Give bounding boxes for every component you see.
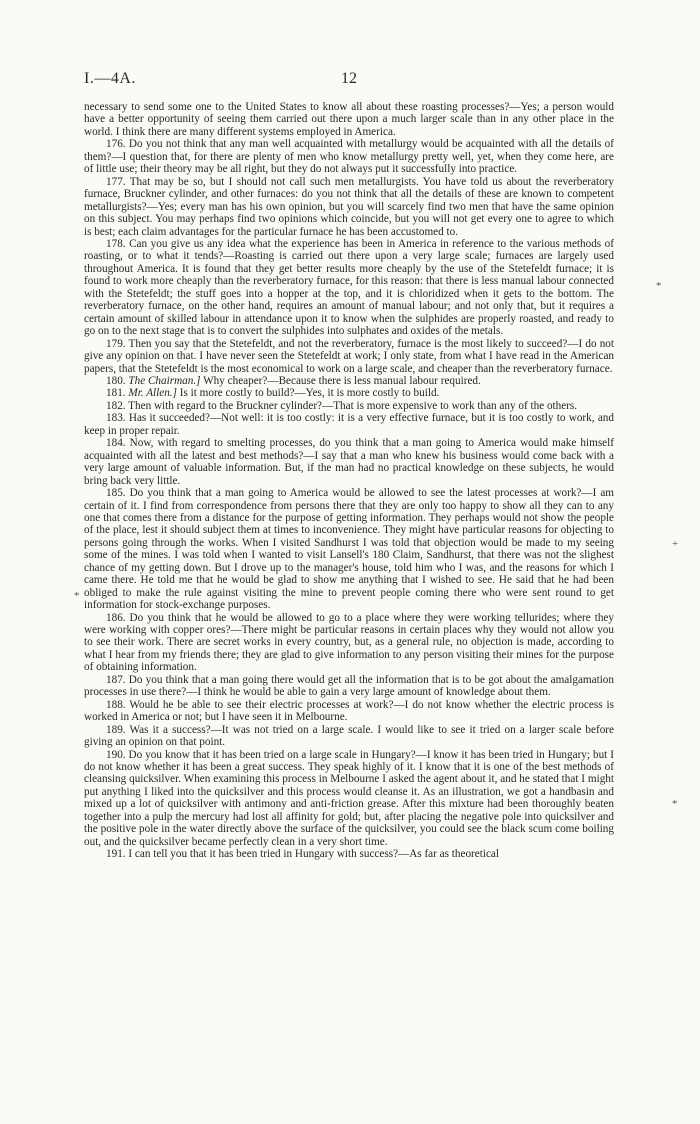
speaker-label: The Chairman.]: [128, 374, 201, 387]
question-number: 180.: [106, 374, 126, 387]
question-181: [84, 387, 614, 399]
question-179: 179. Then you say that the Stetefeldt, and not the reverberatory, furnace is the most likely to succeed?—I do not give any opinion on that. I have never seen the Stetefeldt at work; I only state, from what I have read in the American papers, that the Stetefeldt is the most economical to work on a large scale, and cheaper than the reverberatory furnace.: [84, 337, 614, 375]
question-178: 178. Can you give us any idea what the experience has been in America in reference to the various methods of roasting, or to what it tends?—Roasting is carried out there upon a very large scale; furnaces are largely used throughout America. It is found that they get better results more cheaply by the use of the Stetefeldt furnace; it is found to work more cheaply than the reverberatory furnace, for this reason: that there is less manual labour connected with the Stetefeldt; the stuff goes into a hopper at the top, and it is chloridized when it gets to the bottom. The reverberatory furnace, on the other hand, requires an amount of manual labour; and not only that, but it requires a certain amount of skilled labour in attendance upon it to know when the sulphides are properly roasted, and ready to go on to the next stage that is to convert the sulphides into sulphates and oxides of the metals.: [84, 237, 614, 338]
question-184: 184. Now, with regard to smelting processes, do you think that a man going to America would make himself acquainted with all the latest and best methods?—I say that a man who knew his business would come back with a very large amount of valuable information. But, if the man had no practical knowledge on these subjects, he would bring back very little.: [84, 437, 614, 487]
question-185: 185. Do you think that a man going to America would be allowed to see the latest processes at work?—I am certain of it. I find from correspondence from persons there that they are only too happy to show all they can to any one that comes there from a distance for the purpose of getting information. They perhaps would not show the people of the place, lest it should subject them at times to inconvenience. They might have particular reasons for objecting to persons going through the works. When I visited Sandhurst I was told that objection would be made to my seeing some of the mines. I was told when I wanted to visit Lansell's 180 Claim, Sandhurst, that there was not the slighest chance of my getting down. But I drove up to the manager's house, told him who I was, and the reasons for which I came there. He told me that he would be glad to show me anything that I wished to see. He said that he had been obliged to make the rule against visiting the mine to prevent people coming there who were sent round to get information for stock-exchange purposes.: [84, 487, 614, 612]
speaker-label: Mr. Allen.]: [128, 387, 177, 400]
page-header: [84, 70, 614, 90]
margin-mark: *: [656, 280, 662, 292]
question-180: [84, 375, 614, 387]
question-182: 182. Then with regard to the Bruckner cylinder?—That is more expensive to work than any of the others.: [106, 399, 578, 412]
question-190: 190. Do you know that it has been tried on a large scale in Hungary?—I know it has been tried in Hungary; but I do not know whether it has been a great success. They speak highly of it. I know that it is one of the best methods of cleansing quicksilver. When examining this process in Melbourne I asked the agent about it, and he stated that I might put anything I liked into the quicksilver and this process would cleanse it. As an illustration, we got a handbasin and mixed up a lot of quicksilver with antimony and anti-friction grease. After this mixture had been thoroughly beaten together into a pulp the mercury had lost all affinity for gold; but, after placing the negative pole into quicksilver and the positive pole in the water directly above the surface of the quicksilver, you could see the black scum come boiling out, and the quicksilver became perfectly clean in a very short time.: [84, 748, 614, 848]
question-text: Why cheaper?—Because there is less manual labour required.: [203, 374, 481, 387]
question-188: 188. Would he be able to see their electric processes at work?—I do not know whether the electric process is worked in America or not; but I have seen it in Melbourne.: [84, 698, 614, 724]
margin-mark: +: [672, 538, 679, 550]
question-183: 183. Has it succeeded?—Not well: it is too costly: it is a very effective furnace, but it is too costly to work, and keep in proper repair.: [84, 412, 614, 437]
margin-mark: *: [74, 590, 80, 602]
page-number: 12: [341, 70, 357, 87]
question-186: 186. Do you think that he would be allowed to go to a place where they were working tellurides; where they were working with copper ores?—There might be particular reasons in certain places why they would not allow you to see their work. There are secret works in every country, but, as a general rule, no objection is made, according to what I hear from my friends there; they are glad to give information to any person visiting their mines for the purpose of obtaining information.: [84, 611, 614, 674]
document-reference: I.—4A.: [84, 70, 136, 87]
question-176: 176. Do you not think that any man well acquainted with metallurgy would be acquainted with all the details of them?—I question that, for there are plenty of men who know metallurgy pretty well, yet, when they come here, are of little use; their theory may be all right, but they do not always put it successfully into practice.: [84, 138, 614, 176]
question-191: 191. I can tell you that it has been tried in Hungary with success?—As far as theoretical: [106, 848, 499, 861]
margin-mark: *: [672, 798, 678, 810]
question-177: 177. That may be so, but I should not call such men metallurgists. You have told us about the reverberatory furnace, Bruckner cylinder, and other furnaces: do you not think that all the details of these are known to competent metallurgists?—Yes; every man has his own opinion, but you will scarcely find two men that have the same opinion on this subject. You may perhaps find two opinions which coincide, but you will not get every one to agree to which is best; each claim advantages for the particular furnace he has been accustomed to.: [84, 175, 614, 238]
question-number: 181.: [106, 387, 126, 400]
question-text: Is it more costly to build?—Yes, it is more costly to build.: [179, 387, 440, 400]
question-189: 189. Was it a success?—It was not tried on a large scale. I would like to see it tried on a larger scale before giving an opinion on that point.: [84, 723, 614, 749]
question-187: 187. Do you think that a man going there would get all the information that is to be got about the amalgamation processes in use there?—I think he would be able to gain a very large amount of knowledge about them.: [84, 673, 614, 699]
paragraph-continuation: necessary to send some one to the United States to know all about these roasting processes?—Yes; a person would have a better opportunity of seeing them carried out there upon a much larger scale than in any other place in the world. I think there are many different systems employed in America.: [84, 101, 614, 138]
body-text: [84, 101, 614, 861]
